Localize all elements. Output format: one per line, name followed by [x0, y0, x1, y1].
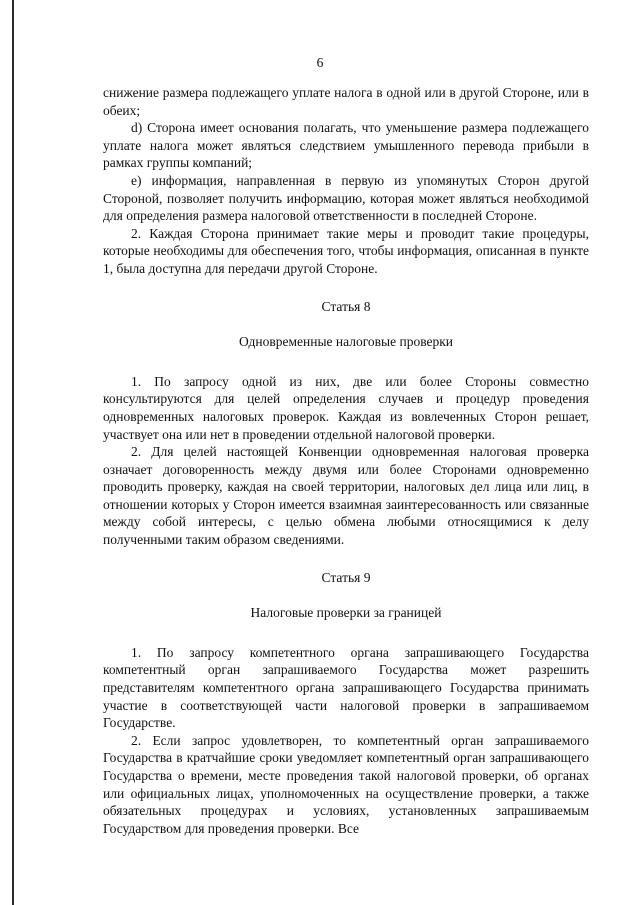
paragraph-clause-2: 2. Каждая Сторона принимает такие меры и проводит такие процедуры, которые необходимы для обеспечения того, чтобы информация, описанная в пункте 1, была доступна для передачи другой Стороне.: [103, 225, 589, 276]
article-9-paragraph-1: 1. По запросу компетентного органа запрашивающего Государства компетентный орган запрашиваемого Государства может разрешить представителям компетентного органа запрашивающего Государства принимать участие в соответствующей части налоговой проверки в запрашиваемом Государстве.: [103, 644, 589, 731]
article-8-paragraph-1: 1. По запросу одной из них, две или более Стороны совместно консультируются для целей определения случаев и процедур проведения одновременных налоговых проверок. Каждая из вовлеченных Сторон решает, участвует она или нет в проведении отдельной налоговой проверки.: [103, 373, 589, 442]
scan-edge-line: [12, 0, 14, 905]
page-number: 6: [316, 55, 324, 70]
paragraph-item-e: e) информация, направленная в первую из упомянутых Сторон другой Стороной, позволяет получить информацию, которая может являться необходимой для определения размера налоговой ответственности в последней Стороне.: [103, 172, 589, 224]
article-8-label: Статья 8: [321, 298, 371, 314]
paragraph-item-d: d) Сторона имеет основания полагать, что уменьшение размера подлежащего уплате налога может являться следствием умышленного перевода прибыли в рамках группы компаний;: [103, 120, 589, 171]
document-body: [103, 84, 589, 837]
article-9-label: Статья 9: [321, 569, 371, 585]
article-8-paragraph-2: 2. Для целей настоящей Конвенции одновременная налоговая проверка означает договоренность между двумя или более Сторонами одновременно проводить проверку, каждая на своей территории, налоговых дел лица или лиц, в отношении которых у Сторон имеется взаимная заинтересованность или связанные между собой интересы, с целью обмена любыми относящимися к делу полученными таким образом сведениями.: [103, 444, 589, 548]
article-8-title: Одновременные налоговые проверки: [238, 334, 454, 350]
paragraph-continuation: снижение размера подлежащего уплате налога в одной или в другой Стороне, или в обеих;: [103, 85, 589, 118]
article-9-paragraph-2: 2. Если запрос удовлетворен, то компетентный орган запрашиваемого Государства в кратчайшие сроки уведомляет компетентный орган запрашивающего Государства о времени, месте проведения такой налоговой проверки, об органах или официальных лицах, уполномоченных на осуществление проверки, а также обязательных процедурах и условиях, установленных запрашиваемым Государством для проведения проверки. Все: [103, 732, 589, 836]
article-9-title: Налоговые проверки за границей: [250, 605, 442, 621]
